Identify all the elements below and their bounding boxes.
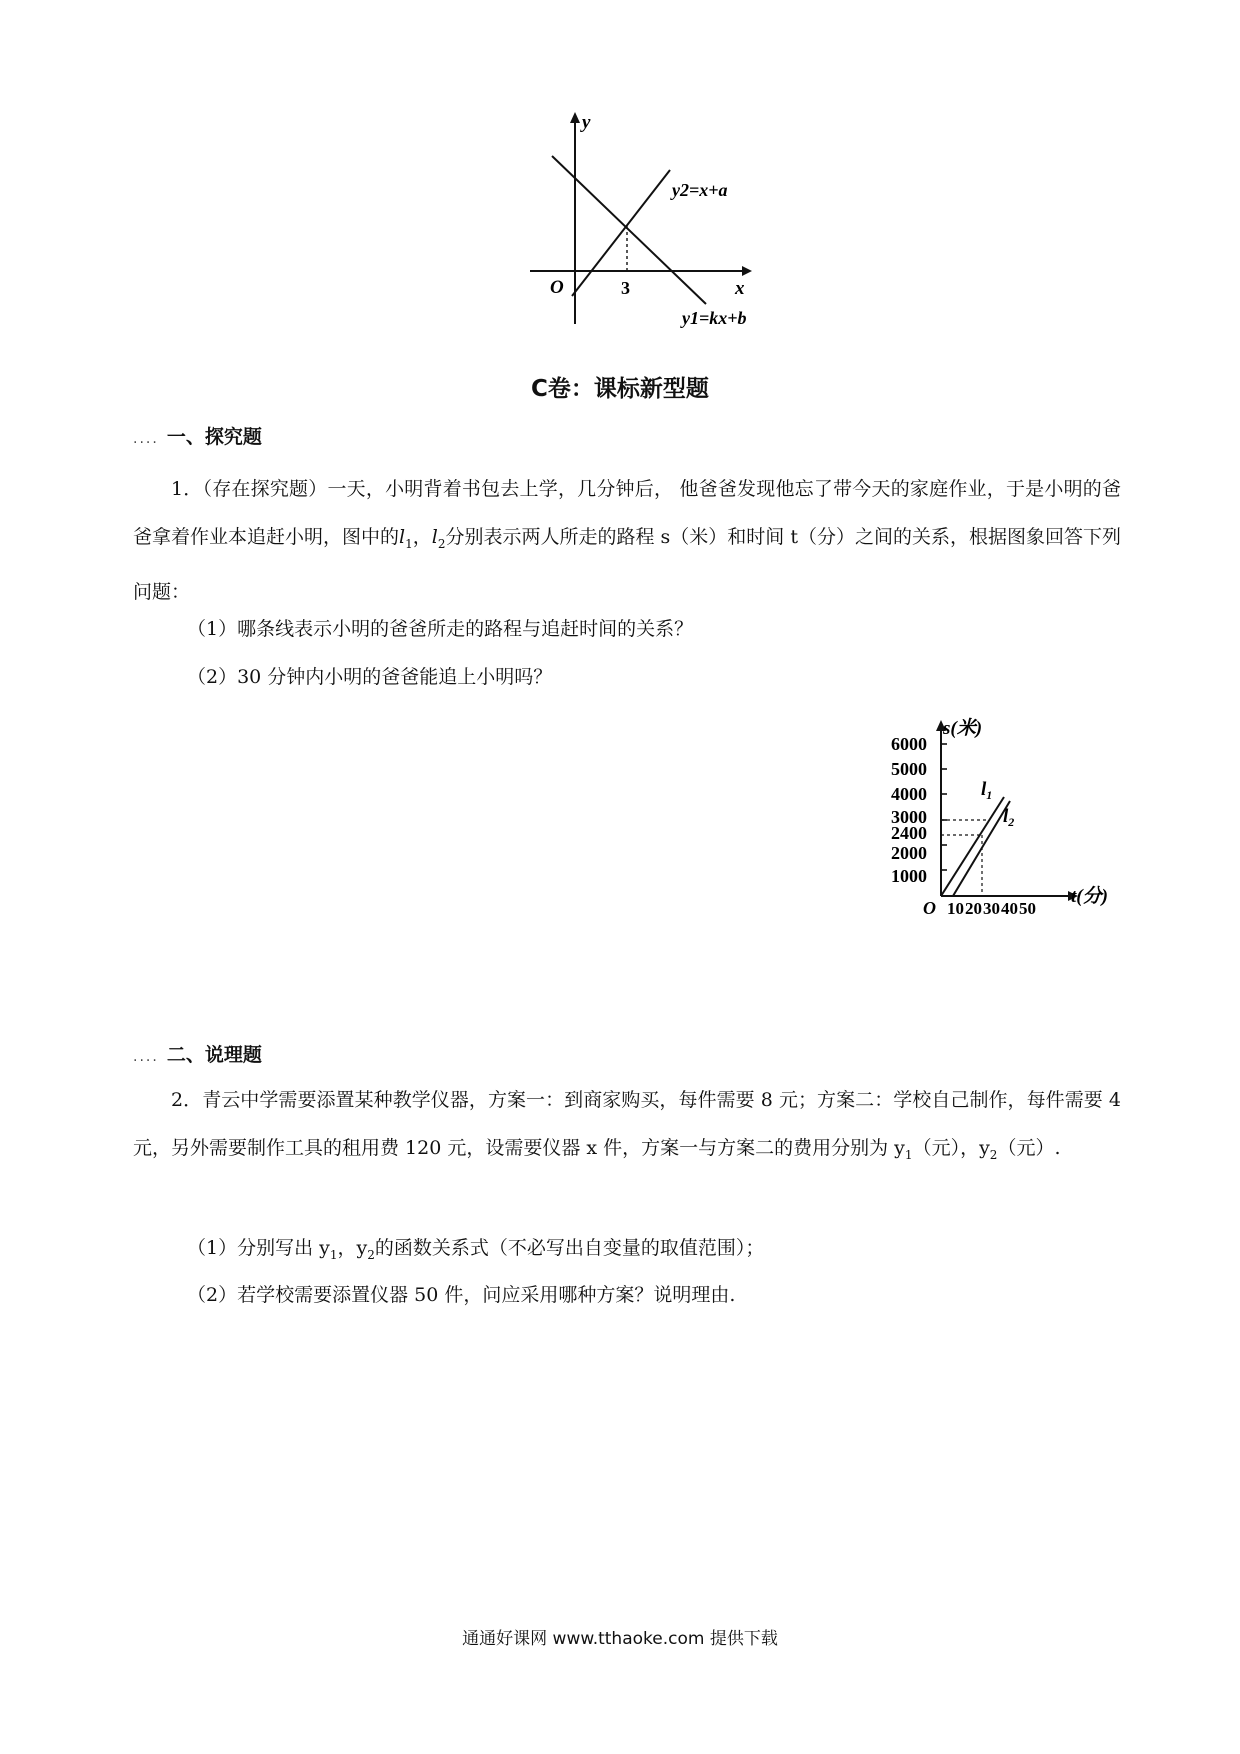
y-tick-1000: 1000: [891, 866, 927, 886]
q1-sep: ，: [412, 526, 432, 548]
x-tick-3: 3: [621, 278, 630, 298]
section1-dots: ....: [133, 431, 159, 447]
line-l1: [941, 797, 1004, 896]
x-tick-20: 20: [965, 899, 982, 918]
x-tick-30: 30: [983, 899, 1000, 918]
q2-sub1-a: （1）分别写出 y: [187, 1237, 330, 1259]
y-axis-label: y: [582, 112, 591, 133]
line-y2-label: y2=x+a: [672, 180, 728, 200]
question2-stem: [133, 1076, 1121, 1179]
q2-sub1-s2: 2: [367, 1247, 375, 1262]
question1-sub2: （2）30 分钟内小明的爸爸能追上小明吗？: [187, 666, 553, 688]
figure1-svg: [530, 108, 774, 352]
question1-sub1: （1）哪条线表示小明的爸爸所走的路程与追赶时间的关系？: [187, 618, 694, 640]
line-y1-label: y1=kx+b: [682, 308, 747, 328]
figure2-svg: [880, 712, 1124, 918]
question1-stem: [133, 465, 1121, 616]
q2-sub1-s1: 1: [329, 1247, 338, 1262]
x-axis-arrow: [742, 266, 752, 276]
l1-label: $l_1$: [981, 779, 993, 802]
q2-text-b: （元），y: [912, 1137, 990, 1159]
q1-l2-sub: 2: [437, 536, 446, 551]
l2-label: $l_2$: [1003, 806, 1015, 829]
x-axis-label: x: [735, 278, 745, 299]
q1-l1-var: l: [399, 526, 406, 548]
section1-title: 一、探究题: [166, 426, 262, 448]
q2-sub1-c: 的函数关系式（不必写出自变量的取值范围）；: [374, 1237, 765, 1259]
q2-text-a: 2．青云中学需要添置某种教学仪器，方案一：到商家购买，每件需要 8 元；方案二：学校自己制作，每件需要 4 元，另外需要制作工具的租用费 120 元，设需要仪器 x 件，方案一与方案二的费用分别为 y: [133, 1089, 1121, 1159]
footer-source: 通通好课网 www.tthaoke.com 提供下载: [462, 1629, 778, 1649]
y-tick-4000: 4000: [891, 784, 927, 804]
q2-text-c: （元）.: [997, 1137, 1061, 1159]
q1-text-b: 分别表示两人所走的路程 s（米）和时间 t（分）之间的关系，根据图象回答下列问题：: [133, 526, 1121, 603]
origin-label: O: [550, 277, 564, 298]
q2-sub-1: 1: [904, 1147, 913, 1162]
x-tick-50: 50: [1019, 899, 1036, 918]
origin-label-2: O: [923, 898, 936, 918]
q2-sub1-b: ，y: [337, 1237, 368, 1259]
q2-sub-2: 2: [989, 1147, 998, 1162]
y-tick-2400: 2400: [891, 823, 927, 843]
figure-intersecting-lines: [530, 108, 774, 352]
page-title: C卷：课标新型题: [531, 376, 709, 402]
x-tick-10: 10: [947, 899, 964, 918]
y-tick-6000: 6000: [891, 734, 927, 754]
question2-sub2: （2）若学校需要添置仪器 50 件，问应采用哪种方案？说明理由.: [187, 1284, 736, 1306]
section2-heading: [133, 1040, 262, 1067]
y-tick-5000: 5000: [891, 759, 927, 779]
t-axis-label: t(分): [1071, 886, 1108, 907]
section2-dots: ....: [133, 1049, 159, 1065]
x-tick-40: 40: [1001, 899, 1018, 918]
q1-l2-var: l: [431, 526, 438, 548]
q1-l1-sub: 1: [405, 536, 413, 551]
figure-distance-time: [880, 712, 1124, 918]
section1-heading: [133, 422, 262, 449]
y-axis-arrow: [570, 112, 580, 123]
y-tick-2000: 2000: [891, 843, 927, 863]
section2-title: 二、说理题: [166, 1044, 262, 1066]
s-axis-label: s(米): [943, 718, 983, 739]
q1-text-a: 1．（存在探究题）一天，小明背着书包去上学，几分钟后， 他爸爸发现他忘了带今天的家庭作业，于是小明的爸爸拿着作业本追赶小明，图中的: [133, 478, 1121, 548]
y-tick-3000: 3000: [891, 807, 927, 827]
question2-sub1: [187, 1233, 764, 1270]
